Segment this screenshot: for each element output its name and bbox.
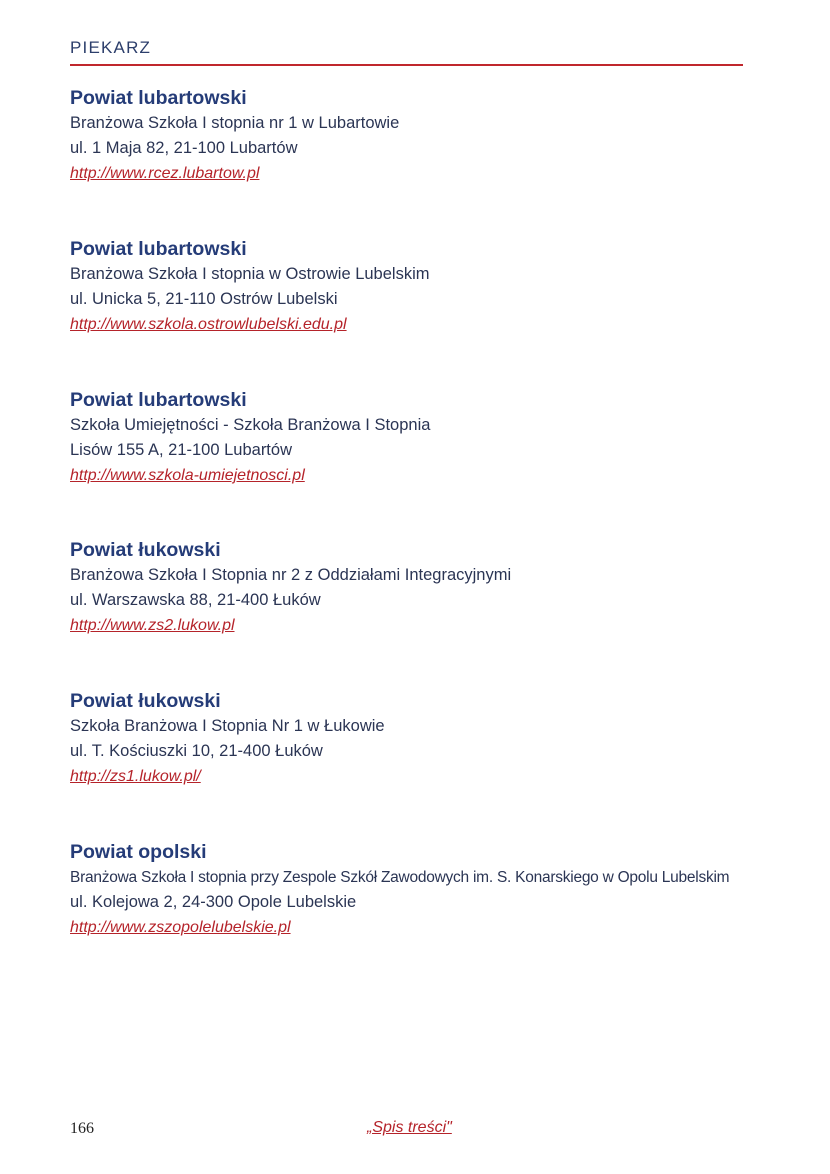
school-address: ul. Warszawska 88, 21-400 Łuków <box>70 591 321 609</box>
district-heading: Powiat lubartowski <box>70 238 247 260</box>
district-heading: Powiat opolski <box>70 841 207 863</box>
school-name: Branżowa Szkoła I stopnia nr 1 w Lubartowie <box>70 114 400 132</box>
page-number: 166 <box>70 1120 94 1137</box>
school-address: ul. Unicka 5, 21-110 Ostrów Lubelski <box>70 290 338 308</box>
school-entry <box>70 689 760 789</box>
school-website-link[interactable]: http://www.szkola-umiejetnosci.pl <box>70 467 305 484</box>
school-address: ul. 1 Maja 82, 21-100 Lubartów <box>70 139 298 157</box>
district-heading: Powiat łukowski <box>70 539 221 561</box>
school-name: Branżowa Szkoła I Stopnia nr 2 z Oddziałami Integracyjnymi <box>70 566 512 584</box>
school-name: Branżowa Szkoła I stopnia w Ostrowie Lubelskim <box>70 265 430 283</box>
district-heading: Powiat lubartowski <box>70 389 247 411</box>
district-heading: Powiat lubartowski <box>70 87 247 109</box>
school-website-link[interactable]: http://www.zszopolelubelskie.pl <box>70 919 291 936</box>
school-website-link[interactable]: http://www.szkola.ostrowlubelski.edu.pl <box>70 316 347 333</box>
school-entry <box>70 388 760 488</box>
school-entry <box>70 538 760 638</box>
school-entry <box>70 86 760 186</box>
school-website-link[interactable]: http://www.rcez.lubartow.pl <box>70 165 260 182</box>
district-heading: Powiat łukowski <box>70 690 221 712</box>
school-address: ul. T. Kościuszki 10, 21-400 Łuków <box>70 742 323 760</box>
school-address: ul. Kolejowa 2, 24-300 Opole Lubelskie <box>70 893 357 911</box>
school-name: Szkoła Branżowa I Stopnia Nr 1 w Łukowie <box>70 717 385 735</box>
school-website-link[interactable]: http://zs1.lukow.pl/ <box>70 768 201 785</box>
school-address: Lisów 155 A, 21-100 Lubartów <box>70 441 292 459</box>
table-of-contents-link[interactable]: „Spis treści" <box>367 1119 452 1136</box>
school-name: Szkoła Umiejętności - Szkoła Branżowa I Stopnia <box>70 416 431 434</box>
school-website-link[interactable]: http://www.zs2.lukow.pl <box>70 617 235 634</box>
header-divider <box>70 64 743 66</box>
section-title: PIEKARZ <box>70 38 152 57</box>
school-name: Branżowa Szkoła I stopnia przy Zespole Szkół Zawodowych im. S. Konarskiego w Opolu Lubelskim <box>70 869 730 886</box>
school-entry <box>70 840 760 940</box>
school-entry <box>70 237 760 337</box>
